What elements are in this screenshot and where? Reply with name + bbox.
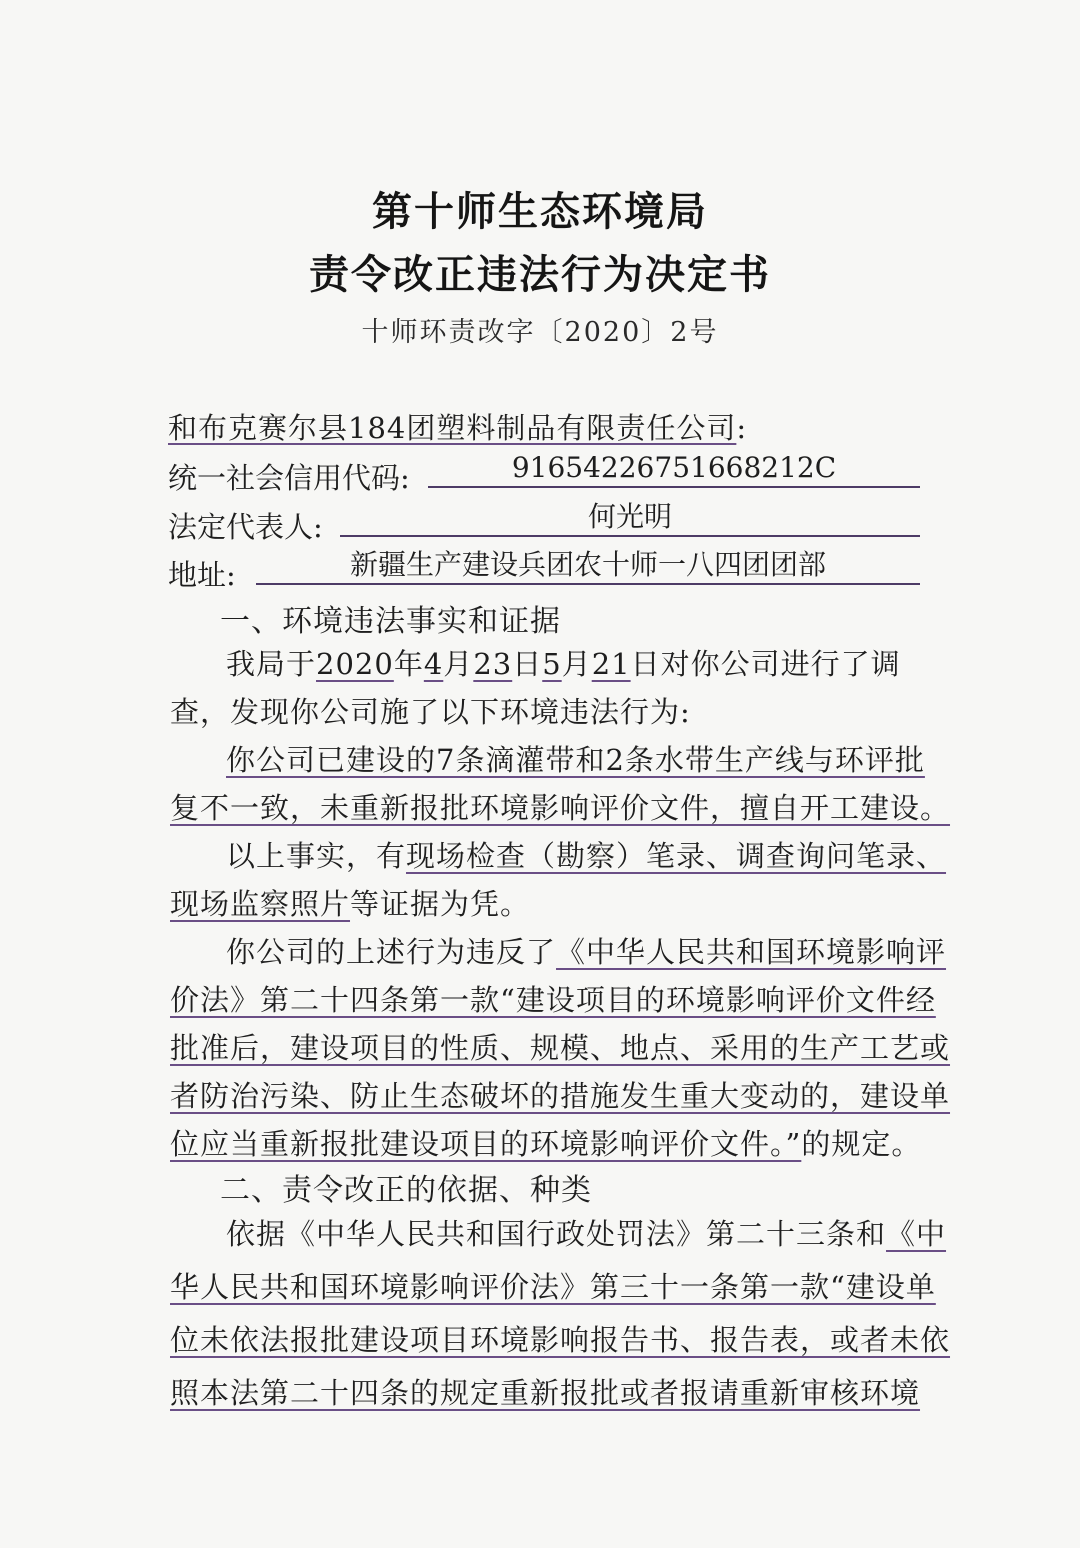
document-title-agency: 第十师生态环境局 <box>372 189 708 235</box>
document-number: 十师环责改字〔2020〕2号 <box>361 317 719 348</box>
s1-p2-line2: 复不一致，未重新报批环境影响评价文件，擅自开工建设。 <box>170 791 951 825</box>
section2-heading: 二、责令改正的依据、种类 <box>220 1173 592 1208</box>
address-label: 地址: <box>168 558 236 592</box>
addressee-line <box>168 406 747 447</box>
section1-heading: 一、环境违法事实和证据 <box>220 604 561 639</box>
s1-p2-line1: 你公司已建设的7条滴灌带和2条水带生产线与环评批 <box>226 743 925 777</box>
legal-rep-value: 何光明 <box>340 499 920 537</box>
investigation-day-end: 21 <box>591 647 631 681</box>
s1-p4-line4: 者防治污染、防止生态破坏的措施发生重大变动的，建设单 <box>170 1079 951 1113</box>
document-title: 责令改正违法行为决定书 <box>309 252 771 298</box>
s1-p4-line2: 价法》第二十四条第一款“建设项目的环境影响评价文件经 <box>170 983 936 1017</box>
addressee-company: 和布克赛尔县184团塑料制品有限责任公司 <box>168 411 737 445</box>
s1-p1-line2: 查，发现你公司施了以下环境违法行为: <box>170 695 691 729</box>
legal-rep-label: 法定代表人: <box>168 510 323 544</box>
s2-p1-line4: 照本法第二十四条的规定重新报批或者报请重新审核环境 <box>170 1376 921 1410</box>
s2-p1-line2: 华人民共和国环境影响评价法》第三十一条第一款“建设单 <box>170 1270 936 1304</box>
investigation-year: 2020 <box>316 647 394 681</box>
addressee-colon: : <box>736 411 748 445</box>
address-value: 新疆生产建设兵团农十师一八四团团部 <box>256 547 920 585</box>
investigation-month-start: 4 <box>423 647 444 681</box>
s2-p1-line1: 依据《中华人民共和国行政处罚法》第二十三条和《中 <box>226 1217 947 1251</box>
investigation-month-end: 5 <box>542 647 562 681</box>
s2-p1-line3: 位未依法报批建设项目环境影响报告书、报告表，或者未依 <box>170 1323 951 1357</box>
s1-p3-line1: 以上事实，有现场检查（勘察）笔录、调查询问笔录、 <box>226 839 947 873</box>
s1-p1-line1: 我局于2020年4月23日5月21日对你公司进行了调 <box>226 647 901 681</box>
s1-p4-line3: 批准后，建设项目的性质、规模、地点、采用的生产工艺或 <box>170 1031 951 1065</box>
s1-p3-line2: 现场监察照片等证据为凭。 <box>170 887 531 921</box>
investigation-day-start: 23 <box>473 647 513 681</box>
credit-code-label: 统一社会信用代码: <box>168 461 410 495</box>
credit-code-value: 91654226751668212C <box>428 450 920 488</box>
s1-p4-line1: 你公司的上述行为违反了《中华人民共和国环境影响评 <box>226 935 947 969</box>
s1-p4-line5: 位应当重新报批建设项目的环境影响评价文件。”的规定。 <box>170 1127 922 1161</box>
